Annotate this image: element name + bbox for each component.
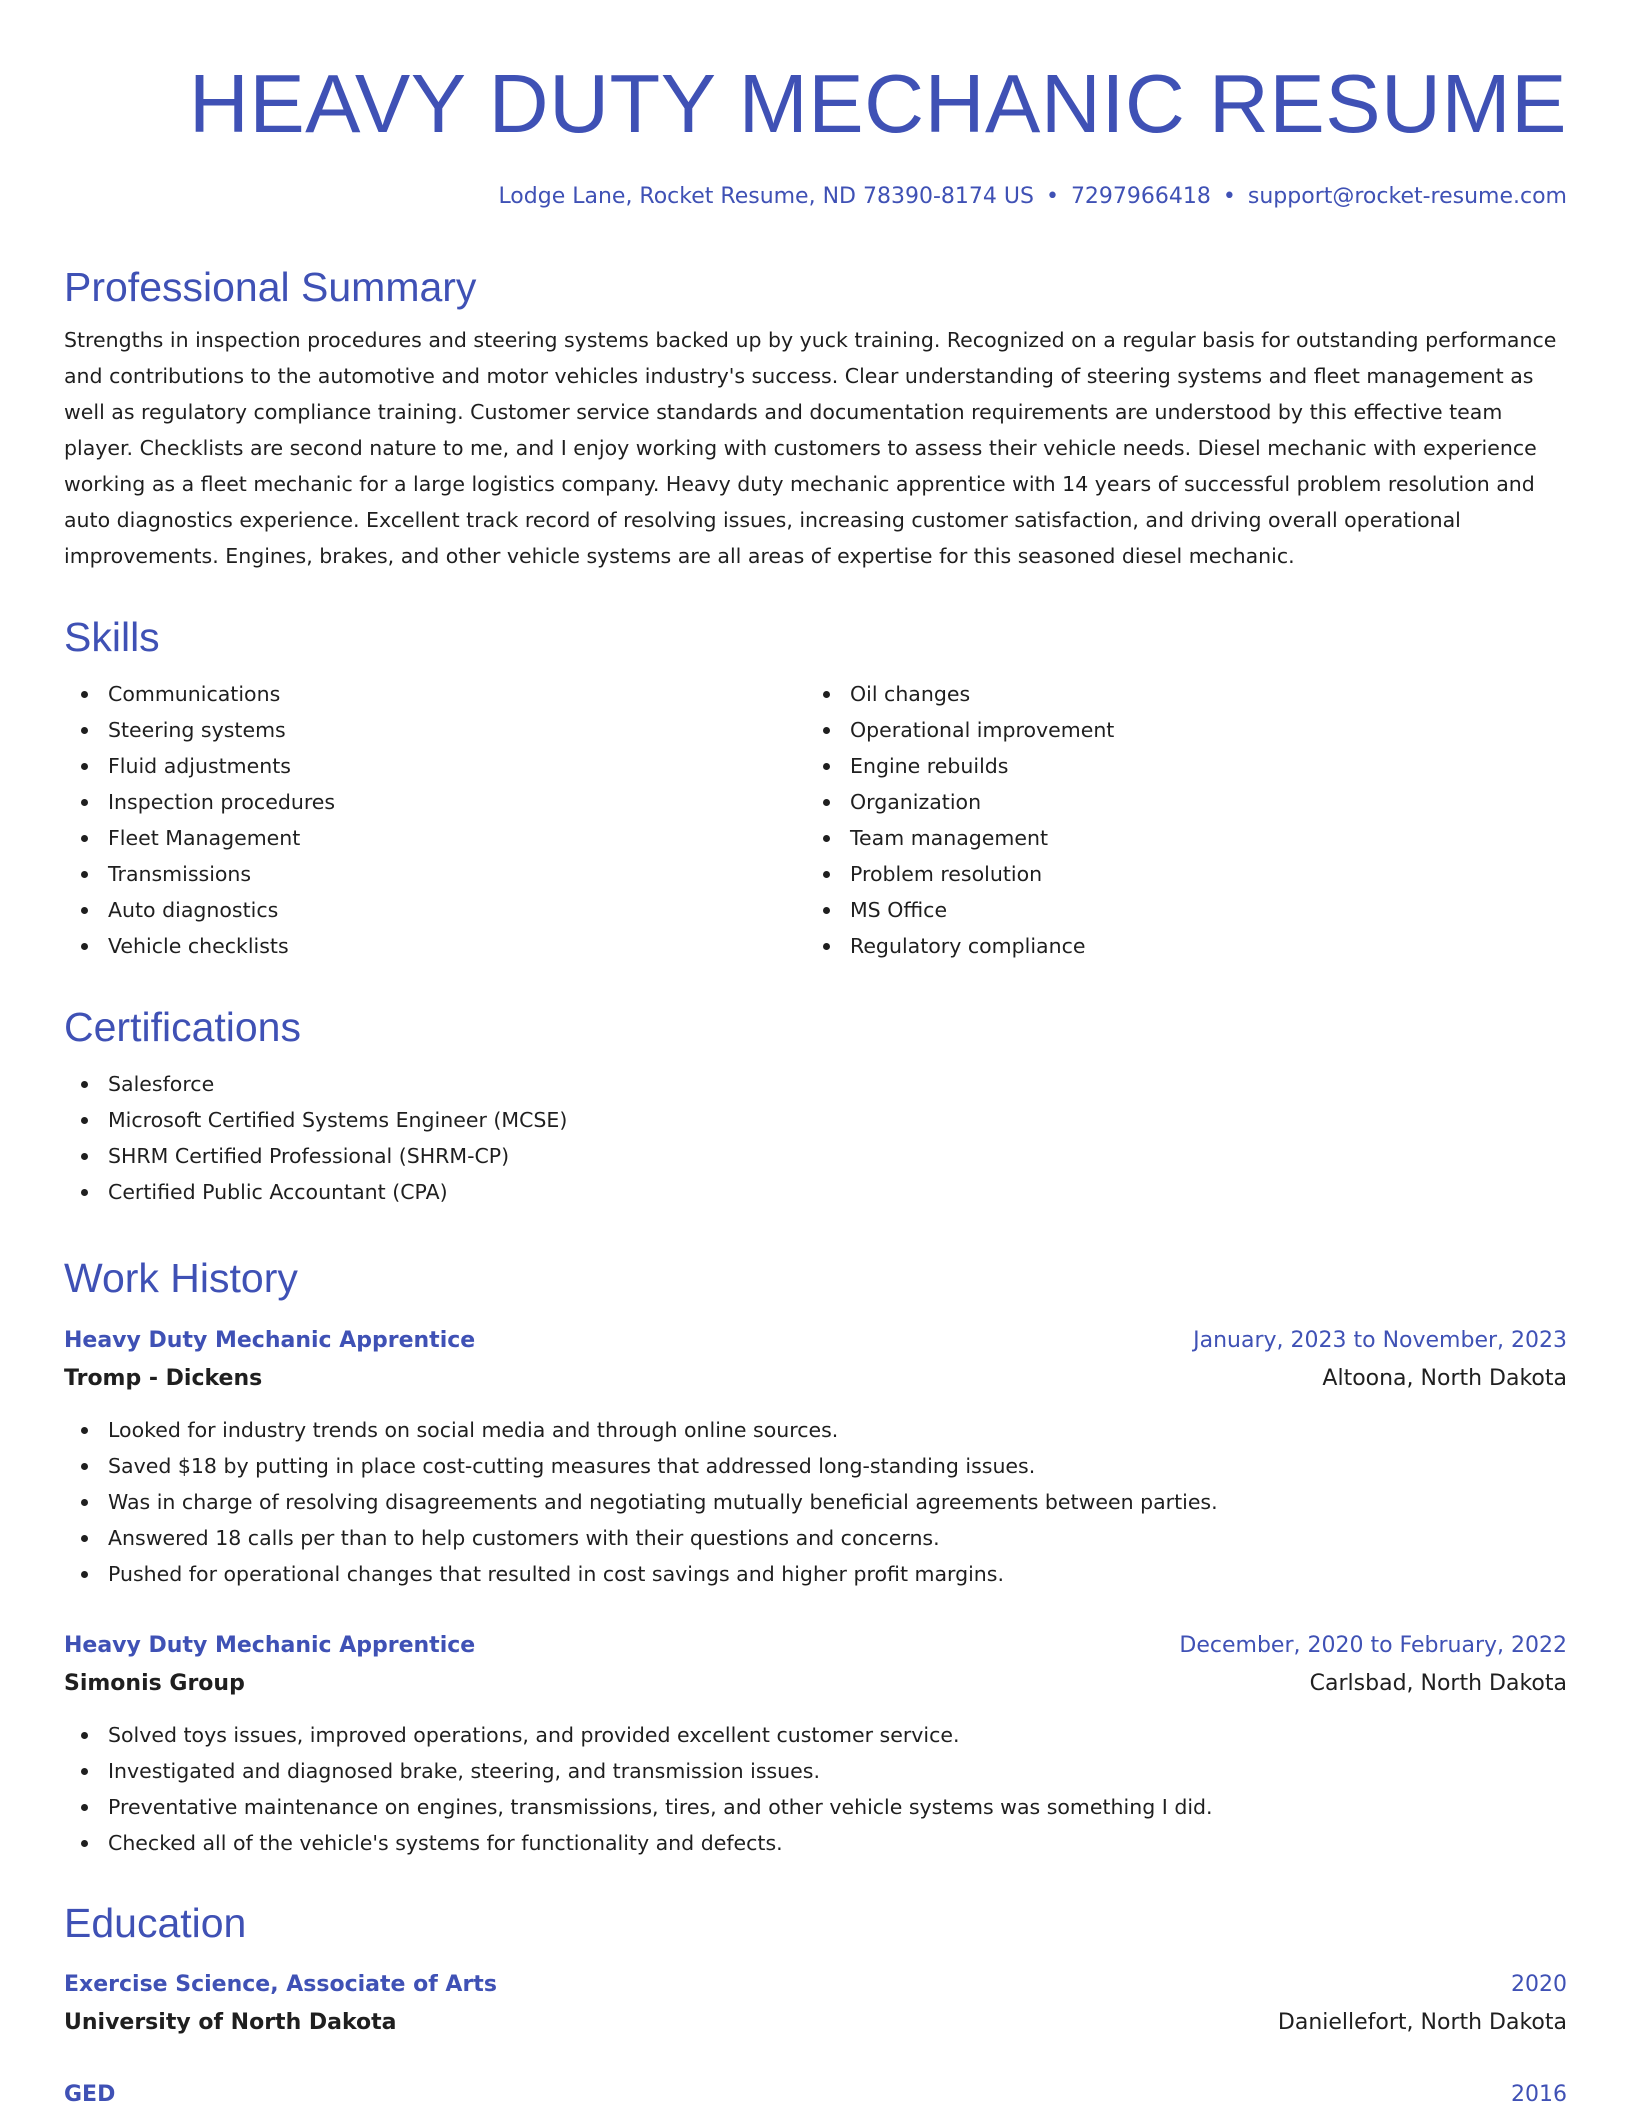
job-bullet: Checked all of the vehicle's systems for functionality and defects. <box>64 1825 1567 1861</box>
education-degree: Exercise Science, Associate of Arts <box>64 1972 497 1997</box>
education-section <box>64 1898 1567 1948</box>
job-bullet: Preventative maintenance on engines, transmissions, tires, and other vehicle systems was something I did. <box>64 1789 1567 1825</box>
skills-section <box>64 612 1567 964</box>
job-company: Tromp - Dickens <box>64 1366 263 1391</box>
job-bullet: Looked for industry trends on social media and through online sources. <box>64 1412 1567 1448</box>
job-bullet: Solved toys issues, improved operations, and provided excellent customer service. <box>64 1717 1567 1753</box>
certification-item: Microsoft Certified Systems Engineer (MCSE) <box>64 1102 1567 1138</box>
education-header-row <box>64 2076 1567 2114</box>
skill-item: Fleet Management <box>64 820 806 856</box>
education-school: University of North Dakota <box>64 2010 397 2035</box>
education-year: 2020 <box>1511 1972 1567 1997</box>
certifications-heading: Certifications <box>64 1004 301 1050</box>
education-heading: Education <box>64 1900 247 1946</box>
skills-columns <box>64 676 1567 964</box>
job-dates: January, 2023 to November, 2023 <box>1193 1328 1567 1353</box>
education-header-row <box>64 1966 1567 2004</box>
education-school-row <box>64 2004 1567 2042</box>
skill-item: Oil changes <box>806 676 1548 712</box>
skill-item: Inspection procedures <box>64 784 806 820</box>
education-location: Daniellefort, North Dakota <box>1277 2010 1567 2035</box>
job-title: Heavy Duty Mechanic Apprentice <box>64 1328 476 1353</box>
job-bullet: Was in charge of resolving disagreements and negotiating mutually beneficial agreements between parties. <box>64 1484 1567 1520</box>
skills-list-right <box>806 676 1548 964</box>
contact-separator: • <box>1222 184 1236 209</box>
job-company-row <box>64 1665 1567 1703</box>
skill-item: Communications <box>64 676 806 712</box>
skill-item: Team management <box>806 820 1548 856</box>
contact-address: Lodge Lane, Rocket Resume, ND 78390-8174 US <box>498 184 1034 209</box>
certifications-list <box>64 1066 1567 1210</box>
summary-text: Strengths in inspection procedures and steering systems backed up by yuck training. Recognized on a regular basis for outstanding performance and contributions to the automotive and motor vehicles industry's success. Clear understanding of steering systems and fleet management as well as regulatory compliance training. Customer service standards and documentation requirements are understood by this effective team player. Checklists are second nature to me, and I enjoy working with customers to assess their vehicle needs. Diesel mechanic with experience working as a fleet mechanic for a large logistics company. Heavy duty mechanic apprentice with 14 years of successful problem resolution and auto diagnostics experience. Excellent track record of resolving issues, increasing customer satisfaction, and driving overall operational improvements. Engines, brakes, and other vehicle systems are all areas of expertise for this seasoned diesel mechanic. <box>64 328 1557 568</box>
job-header-row <box>64 1322 1567 1360</box>
skill-item: Fluid adjustments <box>64 748 806 784</box>
education-year: 2016 <box>1511 2082 1567 2107</box>
job-bullet-list <box>64 1717 1567 1861</box>
skill-item: Organization <box>806 784 1548 820</box>
contact-separator: • <box>1045 184 1059 209</box>
job-title: Heavy Duty Mechanic Apprentice <box>64 1633 476 1658</box>
education-degree: GED <box>64 2082 116 2107</box>
job-bullet: Investigated and diagnosed brake, steering, and transmission issues. <box>64 1753 1567 1789</box>
job-bullet: Answered 18 calls per than to help customers with their questions and concerns. <box>64 1520 1567 1556</box>
education-entry <box>64 2076 1567 2114</box>
skill-item: Problem resolution <box>806 856 1548 892</box>
skills-heading: Skills <box>64 614 160 660</box>
skill-item: Regulatory compliance <box>806 928 1548 964</box>
certifications-section <box>64 1002 1567 1210</box>
job-bullet: Saved $18 by putting in place cost-cutting measures that addressed long-standing issues. <box>64 1448 1567 1484</box>
work-history-section <box>64 1253 1567 1303</box>
contact-line <box>498 180 1567 214</box>
job-company: Simonis Group <box>64 1671 245 1696</box>
job-bullet: Pushed for operational changes that resulted in cost savings and higher profit margins. <box>64 1556 1567 1592</box>
job-dates: December, 2020 to February, 2022 <box>1179 1633 1567 1658</box>
skill-item: Operational improvement <box>806 712 1548 748</box>
skill-item: Steering systems <box>64 712 806 748</box>
skill-item: Engine rebuilds <box>806 748 1548 784</box>
job-location: Carlsbad, North Dakota <box>1309 1671 1567 1696</box>
job-bullet-list <box>64 1412 1567 1592</box>
certification-item: Certified Public Accountant (CPA) <box>64 1174 1567 1210</box>
work-history-heading: Work History <box>64 1255 298 1301</box>
education-entry <box>64 1966 1567 2042</box>
summary-heading: Professional Summary <box>64 264 477 310</box>
skill-item: Transmissions <box>64 856 806 892</box>
skill-item: Auto diagnostics <box>64 892 806 928</box>
job-header-row <box>64 1627 1567 1665</box>
skills-list-left <box>64 676 806 964</box>
job-entry <box>64 1322 1567 1592</box>
contact-email[interactable]: support@rocket-resume.com <box>1247 184 1567 209</box>
job-location: Altoona, North Dakota <box>1322 1366 1567 1391</box>
skill-item: MS Office <box>806 892 1548 928</box>
resume-title: HEAVY DUTY MECHANIC RESUME <box>188 57 1567 150</box>
contact-phone: 7297966418 <box>1070 184 1211 209</box>
job-entry <box>64 1627 1567 1861</box>
skill-item: Vehicle checklists <box>64 928 806 964</box>
certification-item: Salesforce <box>64 1066 1567 1102</box>
certification-item: SHRM Certified Professional (SHRM-CP) <box>64 1138 1567 1174</box>
job-company-row <box>64 1360 1567 1398</box>
summary-section <box>64 262 1567 574</box>
